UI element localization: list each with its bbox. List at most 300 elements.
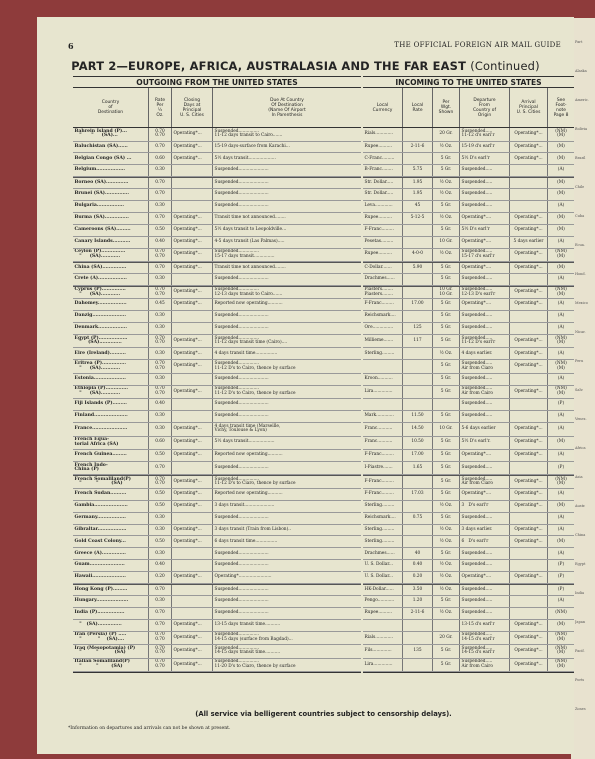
outgoing-cell-rate: 0.70 xyxy=(149,608,172,619)
table-row xyxy=(363,142,574,154)
incoming-cell-departure: 5½ D's earl'r xyxy=(460,153,510,164)
incoming-cell-per-weight: ½ Oz. xyxy=(433,560,460,571)
table-row xyxy=(73,374,361,386)
incoming-cell-local-currency: Pengo............ xyxy=(363,596,403,607)
outgoing-cell-closing-days xyxy=(172,374,213,385)
incoming-cell-arrival: Operating*... xyxy=(510,659,548,672)
outgoing-cell-rate: 0.70 0.70 xyxy=(149,360,172,373)
table-row xyxy=(73,548,361,560)
outgoing-cell-closing-days xyxy=(172,323,213,334)
outgoing-cell-due-at-destination: Transit time not announced........ xyxy=(214,264,286,270)
incoming-cell-local-currency: F-Franc......... xyxy=(363,476,403,488)
outgoing-cell-rate: 0.70 xyxy=(149,263,172,273)
incoming-cell-footnote-code: (A) xyxy=(557,452,565,458)
incoming-cell-local-currency: I-Piastre....... xyxy=(363,462,403,475)
incoming-cell-local-rate xyxy=(403,348,433,359)
outgoing-cell-due-at-destination: 3 days transit...................... xyxy=(214,502,275,508)
outgoing-cell-rate: 0.70 0.70 xyxy=(149,645,172,658)
outgoing-cell-rate: 0.40 xyxy=(149,237,172,248)
outgoing-cell-rate: 0.70 0.70 xyxy=(149,335,172,348)
incoming-cell-footnote-code: (M) xyxy=(557,439,565,445)
table-row xyxy=(363,411,574,423)
incoming-cell-departure: Suspended..... 14-15 d's earl'r xyxy=(460,645,510,658)
incoming-cell-local-rate: 14.50 xyxy=(403,423,433,436)
incoming-cell-per-weight: 5 Gr. xyxy=(433,411,460,422)
table-row xyxy=(363,274,574,286)
incoming-cell-footnote-code: (A) xyxy=(557,301,565,307)
incoming-cell-arrival xyxy=(510,323,548,334)
outgoing-cell-rate: 0.30 xyxy=(149,525,172,536)
incoming-cell-per-weight: ½ Oz. xyxy=(433,536,460,547)
incoming-cell-local-currency: Rupee.......... xyxy=(363,608,403,619)
outgoing-cell-due-at-destination: Reported now operating........... xyxy=(214,452,283,458)
outgoing-cell-rate: 0.20 xyxy=(149,572,172,583)
incoming-cell-footnote-code: (A) xyxy=(557,598,565,604)
incoming-cell-local-currency: F-Franc......... xyxy=(363,450,403,461)
incoming-cell-local-currency: Rupee.......... xyxy=(363,213,403,224)
incoming-cell-local-rate xyxy=(403,287,433,299)
outgoing-cell-rate: 0.70 0.70 xyxy=(149,476,172,488)
table-row xyxy=(73,659,361,673)
outgoing-cell-closing-days xyxy=(172,411,213,422)
incoming-cell-per-weight: 20 Gr. xyxy=(433,632,460,645)
outgoing-cell-closing-days: Operating*... xyxy=(172,237,213,248)
incoming-cell-per-weight: 5 Gr. xyxy=(433,476,460,488)
incoming-cell-arrival: Operating*... xyxy=(510,450,548,461)
incoming-cell-footnote-code: (M) xyxy=(557,264,565,270)
table-row xyxy=(363,437,574,451)
incoming-cell-per-weight: 5 Gr. xyxy=(433,489,460,500)
incoming-cell-arrival xyxy=(510,411,548,422)
incoming-cell-arrival xyxy=(510,165,548,176)
incoming-cell-footnote-code: (A) xyxy=(557,350,565,356)
outgoing-section-header: OUTGOING FROM THE UNITED STATES xyxy=(73,77,361,88)
table-row xyxy=(363,596,574,608)
table-row xyxy=(363,572,574,584)
edge-tab: Part xyxy=(575,40,583,44)
incoming-cell-local-rate xyxy=(403,153,433,164)
incoming-cell-footnote-code: (A) xyxy=(557,413,565,419)
incoming-cell-per-weight: 5 Gr. xyxy=(433,323,460,334)
incoming-cell-per-weight: ½ Oz. xyxy=(433,249,460,262)
incoming-cell-departure: 6 D's earl'r xyxy=(460,536,510,547)
incoming-cell-footnote-code: (M) xyxy=(557,538,565,544)
incoming-cell-local-rate: 4-0-0 xyxy=(403,249,433,262)
incoming-cell-arrival: Operating*... xyxy=(510,287,548,299)
table-row xyxy=(73,411,361,423)
outgoing-cell-due-at-destination: Operating*........................ xyxy=(214,574,272,580)
outgoing-cell-rate: 0.70 0.70 xyxy=(149,659,172,672)
incoming-cell-local-currency xyxy=(363,399,403,410)
outgoing-cell-country: Hong Kong (P)......... xyxy=(73,585,149,595)
outgoing-cell-rate: 0.70 xyxy=(149,142,172,153)
table-row xyxy=(363,153,574,165)
incoming-cell-local-rate xyxy=(403,274,433,285)
incoming-cell-departure: 5-6 days earlier xyxy=(460,423,510,436)
incoming-cell-local-rate xyxy=(403,128,433,141)
incoming-cell-local-rate: 117 xyxy=(403,335,433,348)
incoming-cell-local-currency: Str. Dollar..... xyxy=(363,189,403,200)
table-row xyxy=(363,299,574,311)
incoming-cell-arrival xyxy=(510,189,548,200)
outgoing-header-country: Country of Destination xyxy=(73,88,149,127)
outgoing-cell-closing-days xyxy=(172,596,213,607)
incoming-cell-per-weight: 5 Gr. xyxy=(433,513,460,524)
outgoing-cell-country: Canary Islands........... xyxy=(73,237,149,248)
table-row xyxy=(73,560,361,572)
incoming-cell-footnote-code: (A) xyxy=(557,376,565,381)
table-row xyxy=(73,572,361,584)
incoming-cell-departure: Suspended..... xyxy=(460,399,510,410)
outgoing-cell-rate: 0.50 xyxy=(149,225,172,236)
incoming-cell-local-currency: Rupee.......... xyxy=(363,249,403,262)
outgoing-cell-country: Denmark.................. xyxy=(73,323,149,334)
outgoing-cell-closing-days: Operating*... xyxy=(172,299,213,310)
incoming-cell-per-weight: 5 Gr. xyxy=(433,165,460,176)
incoming-cell-footnote-code: (M) xyxy=(557,179,565,185)
incoming-cell-local-rate: 5.90 xyxy=(403,263,433,273)
table-row xyxy=(363,360,574,374)
outgoing-cell-country: " (SA)............... xyxy=(73,620,149,631)
incoming-cell-local-rate: 11.50 xyxy=(403,411,433,422)
outgoing-cell-due-at-destination: 3 days transit (Train from Lisbon).. xyxy=(214,526,291,532)
outgoing-cell-country: Crete (A).................. xyxy=(73,274,149,285)
incoming-cell-departure: Operating*.... xyxy=(460,299,510,310)
outgoing-cell-closing-days xyxy=(172,311,213,322)
incoming-header-per-weight: Per Wgt. Shown xyxy=(433,88,460,127)
incoming-cell-footnote-code: (A) xyxy=(557,491,565,497)
outgoing-cell-country: Cameroons (SA)......... xyxy=(73,225,149,236)
incoming-cell-local-rate: 2-11-6 xyxy=(403,142,433,153)
table-row xyxy=(73,423,361,437)
incoming-cell-footnote-code: (M) xyxy=(557,226,565,232)
table-row xyxy=(363,237,574,249)
outgoing-cell-rate: 0.30 xyxy=(149,596,172,607)
incoming-cell-departure: Suspended..... 11-12 d's eari'r xyxy=(460,128,510,141)
incoming-cell-per-weight: 5 Gr. xyxy=(433,386,460,399)
incoming-cell-local-currency: Leva............. xyxy=(363,201,403,212)
incoming-cell-footnote-code: (P) xyxy=(557,464,565,470)
outgoing-cell-rate: 0.30 xyxy=(149,323,172,334)
incoming-cell-arrival: Operating*... xyxy=(510,476,548,488)
incoming-cell-footnote-code: (A) xyxy=(557,514,565,520)
outgoing-cell-rate: 0.30 xyxy=(149,548,172,559)
incoming-cell-arrival xyxy=(510,548,548,559)
incoming-cell-footnote-code: (M) xyxy=(557,191,565,197)
outgoing-cell-country: Danzig..................... xyxy=(73,311,149,322)
incoming-cell-local-rate: 0.40 xyxy=(403,560,433,571)
outgoing-cell-country: Ethiopia (P).............. " (SA)............ xyxy=(73,386,149,399)
outgoing-cell-country: Gibraltar.................. xyxy=(73,525,149,536)
outgoing-cell-closing-days: Operating*... xyxy=(172,360,213,373)
outgoing-cell-closing-days xyxy=(172,585,213,595)
outgoing-cell-rate: 0.30 xyxy=(149,165,172,176)
outgoing-cell-country: Hawaii..................... xyxy=(73,572,149,583)
incoming-cell-local-currency xyxy=(363,620,403,631)
outgoing-cell-due-at-destination: 15-19 days-surface from Karachi... xyxy=(214,143,290,149)
incoming-cell-local-rate xyxy=(403,386,433,399)
edge-tab: Chile xyxy=(575,185,585,189)
incoming-table xyxy=(363,76,574,673)
outgoing-cell-country: Iran (Persia) (P) ..... " " (SA).... xyxy=(73,632,149,645)
table-row xyxy=(73,584,361,596)
table-row xyxy=(73,489,361,501)
incoming-cell-departure: Operating*.... xyxy=(460,450,510,461)
outgoing-cell-rate: 0.70 0.70 xyxy=(149,386,172,399)
outgoing-cell-country: Belgium.................. xyxy=(73,165,149,176)
running-head: THE OFFICIAL FOREIGN AIR MAIL GUIDE xyxy=(394,41,561,49)
incoming-cell-per-weight: 5 Gr. xyxy=(433,335,460,348)
outgoing-cell-due-at-destination: Suspended............... 11-12 D's to Cairo, thence by surface xyxy=(214,386,296,396)
edge-tab: Pacif. xyxy=(575,649,585,653)
table-row xyxy=(73,323,361,335)
outgoing-cell-due-at-destination: Suspended............... 15-17 days transit............... xyxy=(214,249,275,259)
incoming-cell-departure: Suspended..... xyxy=(460,596,510,607)
incoming-cell-departure: 3 days earlier. xyxy=(460,525,510,536)
table-row xyxy=(73,525,361,537)
incoming-cell-local-currency: Rupee.......... xyxy=(363,142,403,153)
incoming-cell-local-currency: Ore............... xyxy=(363,323,403,334)
table-row xyxy=(73,399,361,411)
table-row xyxy=(73,177,361,189)
incoming-cell-departure: 15-19 d's earl'r xyxy=(460,142,510,153)
incoming-cell-arrival: Operating*... xyxy=(510,386,548,399)
incoming-section-header: INCOMING TO THE UNITED STATES xyxy=(363,77,574,88)
outgoing-cell-due-at-destination: Suspended............... 11-12 D's to Ciaro, thence by surface xyxy=(214,476,296,487)
incoming-cell-per-weight xyxy=(433,620,460,631)
table-row xyxy=(363,311,574,323)
outgoing-header-rate: Rate Per ½ Oz. xyxy=(149,88,172,127)
outgoing-cell-country: Brunei (SA)............... xyxy=(73,189,149,200)
outgoing-cell-rate: 0.70 xyxy=(149,620,172,631)
outgoing-cell-due-at-destination: Suspended...................... xyxy=(214,179,269,185)
incoming-cell-local-currency: Sterling......... xyxy=(363,501,403,512)
incoming-cell-local-currency: Str. Dollar..... xyxy=(363,178,403,188)
incoming-cell-local-currency: Millieme....... xyxy=(363,335,403,348)
incoming-cell-footnote-code: (A) xyxy=(557,550,565,556)
incoming-cell-footnote-code: (M) xyxy=(557,143,565,149)
table-row xyxy=(73,262,361,274)
incoming-cell-local-rate xyxy=(403,237,433,248)
incoming-header-local-rate: Local Rate xyxy=(403,88,433,127)
incoming-cell-footnote-code: (M) xyxy=(557,214,565,220)
outgoing-cell-rate: 0.30 xyxy=(149,513,172,524)
table-row xyxy=(73,596,361,608)
outgoing-cell-rate: 0.70 xyxy=(149,213,172,224)
outgoing-cell-rate: 0.40 xyxy=(149,560,172,571)
outgoing-cell-closing-days: Operating*... xyxy=(172,645,213,658)
outgoing-cell-closing-days: Operating*... xyxy=(172,348,213,359)
incoming-cell-per-weight: 5 Gr. xyxy=(433,374,460,385)
incoming-cell-local-currency: C-Dollar....... xyxy=(363,263,403,273)
incoming-cell-local-rate: 0.75 xyxy=(403,513,433,524)
incoming-cell-footnote-code: (A) xyxy=(557,425,565,431)
table-row xyxy=(363,374,574,386)
incoming-cell-per-weight: 5 Gr. xyxy=(433,299,460,310)
outgoing-cell-closing-days: Operating*... xyxy=(172,423,213,436)
outgoing-cell-country: Ceylon (P)............... " (SA)............ xyxy=(73,249,149,262)
outgoing-cell-rate: 0.70 0.70 xyxy=(149,632,172,645)
table-row xyxy=(73,513,361,525)
outgoing-cell-country: Fiji Islands (P)......... xyxy=(73,399,149,410)
incoming-cell-departure: 5½ D's earl'r. xyxy=(460,437,510,450)
table-row xyxy=(363,262,574,274)
outgoing-cell-rate: 0.70 0.70 xyxy=(149,249,172,262)
incoming-header-local-currency: Local Currency xyxy=(363,88,403,127)
edge-tab: Austr. xyxy=(575,504,586,508)
incoming-cell-local-rate: 2-11-6 xyxy=(403,608,433,619)
incoming-cell-per-weight: 5 Gr. xyxy=(433,311,460,322)
outgoing-cell-country: Italian Somaliland(P) " " (SA) xyxy=(73,659,149,672)
outgoing-cell-closing-days xyxy=(172,274,213,285)
table-row xyxy=(73,501,361,513)
outgoing-cell-rate: 0.70 xyxy=(149,462,172,475)
outgoing-cell-rate: 0.30 xyxy=(149,348,172,359)
outgoing-cell-closing-days: Operating*... xyxy=(172,213,213,224)
outgoing-cell-due-at-destination: 6 days transit time................ xyxy=(214,538,278,544)
incoming-cell-arrival xyxy=(510,178,548,188)
incoming-cell-arrival: Operating*... xyxy=(510,620,548,631)
incoming-cell-local-rate: 135 xyxy=(403,645,433,658)
outgoing-cell-closing-days: Operating*... xyxy=(172,536,213,547)
table-row xyxy=(73,274,361,286)
outgoing-header-due-at-destination: Due At Country Of Destination (Name Of Airport In Parenthesis xyxy=(268,97,306,118)
incoming-cell-per-weight: ½ Oz. xyxy=(433,585,460,595)
outgoing-cell-due-at-destination: Suspended............... 12-13 days transit to Cairo....... xyxy=(214,286,283,297)
incoming-cell-departure: 4 days earlier. xyxy=(460,348,510,359)
outgoing-cell-due-at-destination: Suspended............... 14-15 days transit time........... xyxy=(214,645,281,656)
incoming-cell-per-weight: ½ Oz. xyxy=(433,608,460,619)
incoming-cell-per-weight: 5 Gr. xyxy=(433,645,460,658)
table-row xyxy=(73,213,361,225)
outgoing-cell-rate: 0.70 0.70 xyxy=(149,287,172,299)
table-row xyxy=(73,225,361,237)
outgoing-cell-country: Burma (SA)............... xyxy=(73,213,149,224)
incoming-cell-footnote-code: (P) xyxy=(557,562,565,568)
incoming-cell-arrival xyxy=(510,311,548,322)
incoming-cell-local-rate: 3.50 xyxy=(403,585,433,595)
incoming-cell-arrival xyxy=(510,201,548,212)
outgoing-cell-closing-days: Operating*... xyxy=(172,450,213,461)
incoming-cell-arrival: Operating*... xyxy=(510,572,548,583)
incoming-cell-local-currency: HK-Dollar...... xyxy=(363,585,403,595)
table-row xyxy=(363,548,574,560)
incoming-cell-arrival xyxy=(510,585,548,595)
outgoing-cell-due-at-destination: Suspended...................... xyxy=(214,191,269,197)
incoming-cell-local-rate xyxy=(403,632,433,645)
incoming-cell-per-weight: 5 Gr. xyxy=(433,360,460,373)
outgoing-cell-closing-days xyxy=(172,462,213,475)
incoming-cell-local-rate: 125 xyxy=(403,323,433,334)
incoming-cell-departure: Operating*.... xyxy=(460,213,510,224)
outgoing-cell-country: Egypt (P).................. " (SA).............. xyxy=(73,335,149,348)
table-row xyxy=(73,386,361,400)
table-row xyxy=(363,489,574,501)
incoming-cell-per-weight: 5 Gr. xyxy=(433,201,460,212)
outgoing-cell-closing-days: Operating*... xyxy=(172,632,213,645)
outgoing-cell-closing-days xyxy=(172,513,213,524)
incoming-cell-departure: Suspended..... Air from Cairo xyxy=(460,386,510,399)
incoming-cell-arrival: Operating*... xyxy=(510,348,548,359)
outgoing-cell-due-at-destination: Suspended...................... xyxy=(214,325,269,331)
incoming-cell-local-rate: 17.00 xyxy=(403,450,433,461)
incoming-cell-local-currency: F-Franc......... xyxy=(363,299,403,310)
edge-tab: Ports xyxy=(575,678,585,682)
outgoing-cell-due-at-destination: Suspended............... 11-12 days transit time (Cairo).... xyxy=(214,335,288,346)
outgoing-cell-closing-days: Operating*... xyxy=(172,386,213,399)
outgoing-cell-due-at-destination: Reported now operating........... xyxy=(214,301,283,307)
incoming-cell-local-currency: Piasters........ Piasters........ xyxy=(363,287,403,299)
incoming-cell-per-weight: 5 Gr. xyxy=(433,437,460,450)
table-row xyxy=(73,348,361,360)
incoming-cell-arrival: Operating*... xyxy=(510,525,548,536)
incoming-cell-departure: Suspended..... xyxy=(460,374,510,385)
outgoing-cell-closing-days: Operating*... xyxy=(172,659,213,672)
table-row xyxy=(363,286,574,300)
outgoing-cell-due-at-destination: Suspended...................... xyxy=(214,413,269,419)
incoming-cell-local-currency: Pesetas......... xyxy=(363,237,403,248)
incoming-cell-arrival xyxy=(510,274,548,285)
incoming-cell-arrival: Operating*... xyxy=(510,501,548,512)
outgoing-cell-due-at-destination: 4-5 days transit (Las Palmas)..... xyxy=(214,238,285,244)
outgoing-cell-due-at-destination: Suspended...................... xyxy=(214,550,269,556)
table-row xyxy=(363,645,574,659)
outgoing-cell-country: Bahrein Island (P)... " " (SA)... xyxy=(73,128,149,141)
table-row xyxy=(363,450,574,462)
outgoing-cell-due-at-destination: Suspended...................... xyxy=(214,514,269,520)
outgoing-cell-closing-days: Operating*... xyxy=(172,476,213,488)
incoming-cell-departure: Suspended..... xyxy=(460,462,510,475)
incoming-cell-departure: Suspended..... Air from Ciaro xyxy=(460,360,510,373)
incoming-cell-local-rate: 45 xyxy=(403,201,433,212)
incoming-cell-footnote-code: (NM) (M) xyxy=(555,632,567,642)
outgoing-cell-rate: 0.30 xyxy=(149,423,172,436)
outgoing-cell-country: China (SA)............... xyxy=(73,263,149,273)
incoming-cell-local-currency: C-Franc......... xyxy=(363,153,403,164)
outgoing-cell-rate: 0.50 xyxy=(149,536,172,547)
incoming-cell-arrival xyxy=(510,374,548,385)
edge-tab: Brazil xyxy=(575,156,586,160)
incoming-cell-footnote-code: (NM) (M) xyxy=(555,645,567,656)
incoming-cell-departure: Suspended..... xyxy=(460,311,510,322)
incoming-cell-per-weight: 5 Gr. xyxy=(433,263,460,273)
incoming-cell-local-rate xyxy=(403,536,433,547)
outgoing-cell-closing-days: Operating*... xyxy=(172,128,213,141)
table-row xyxy=(363,501,574,513)
outgoing-cell-country: Eire (Ireland).......... xyxy=(73,348,149,359)
censorship-footer: (All service via belligerent countries subject to censorship delays). xyxy=(195,710,452,718)
incoming-cell-local-currency: Drachmes...... xyxy=(363,548,403,559)
edge-tab: Salv. xyxy=(575,388,584,392)
table-row xyxy=(363,399,574,411)
incoming-cell-local-rate xyxy=(403,659,433,672)
outgoing-cell-country: Iraq (Mesopotamia) (P) " " (SA) xyxy=(73,645,149,658)
incoming-cell-local-rate: 40 xyxy=(403,548,433,559)
incoming-cell-local-currency: Sterling......... xyxy=(363,348,403,359)
incoming-cell-footnote-code: (A) xyxy=(557,526,565,532)
outgoing-cell-due-at-destination: 13-15 days transit time........... xyxy=(214,621,281,627)
incoming-cell-footnote-code: (M) xyxy=(557,155,565,161)
edge-tab: Africa xyxy=(575,446,586,450)
incoming-cell-departure: Suspended..... xyxy=(460,323,510,334)
outgoing-cell-closing-days: Operating*... xyxy=(172,249,213,262)
outgoing-cell-closing-days xyxy=(172,165,213,176)
incoming-cell-footnote-code: (A) xyxy=(557,167,565,173)
incoming-cell-arrival xyxy=(510,596,548,607)
outgoing-cell-country: India (P)................. xyxy=(73,608,149,619)
outgoing-cell-due-at-destination: Suspended...................... xyxy=(214,401,269,407)
outgoing-cell-closing-days: Operating*... xyxy=(172,501,213,512)
